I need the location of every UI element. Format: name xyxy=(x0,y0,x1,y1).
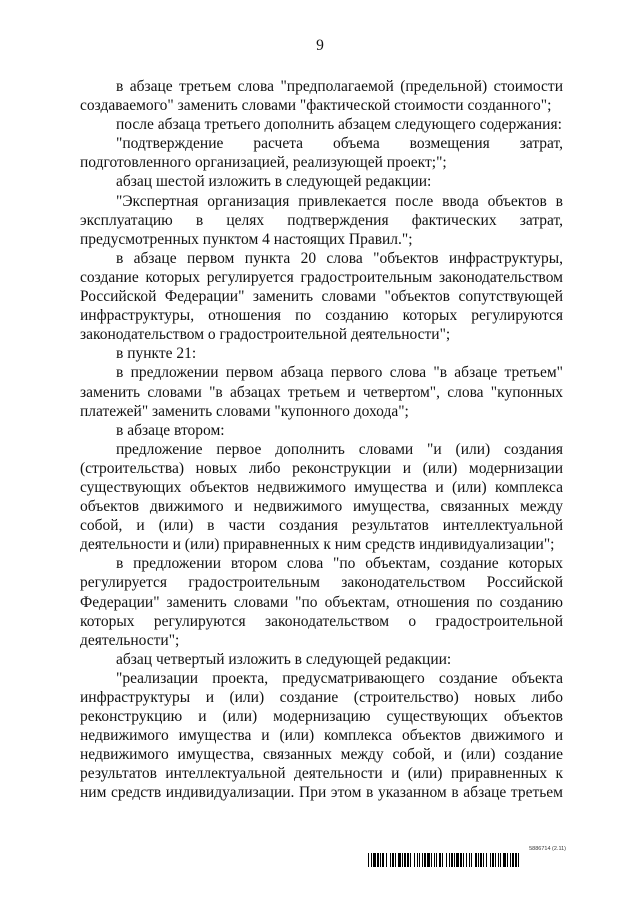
paragraph: "подтверждение расчета объема возмещения затрат, подготовленного организацией, реализующей проект;"; xyxy=(80,135,563,172)
barcode xyxy=(368,853,566,867)
paragraph: абзац шестой изложить в следующей редакции: xyxy=(116,173,432,191)
page-number: 9 xyxy=(316,37,324,54)
paragraph: абзац четвертый изложить в следующей редакции: xyxy=(116,650,452,668)
paragraph: в предложении втором слова "по объектам, создание которых регулируется градостроительным законодательством Российской Федерации" заменить словами "по объектам, отношения по созданию которых регулируются законодательством о градостроительной деятельности"; xyxy=(80,555,563,649)
paragraph: в абзаце втором: xyxy=(116,421,225,439)
paragraph: предложение первое дополнить словами "и (или) создания (строительства) новых либо реконструкции и (или) модернизации существующих объектов недвижимого имущества и (или) комплекса объектов движимого и недвижимого имущества, связанных между собой, и (или) в части создания результатов интеллектуальной деятельности и (или) приравненных к ним средств индивидуализации"; xyxy=(80,440,563,554)
paragraph: в предложении первом абзаца первого слова "в абзаце третьем" заменить словами "в абзацах третьем и четвертом", слова "купонных платежей" заменить словами "купонного дохода"; xyxy=(80,364,563,420)
document-code: 5886714 (2.11) xyxy=(529,846,566,852)
paragraph: в абзаце третьем слова "предполагаемой (предельной) стоимости создаваемого" заменить словами "фактической стоимости созданного"; xyxy=(80,78,563,115)
paragraph: после абзаца третьего дополнить абзацем следующего содержания: xyxy=(116,116,562,134)
document-body xyxy=(80,77,563,803)
paragraph: "реализации проекта, предусматривающего создание объекта инфраструктуры и (или) создание (строительство) новых либо реконструкцию и (или) модернизацию существующих объектов недвижимого имущества и (или) комплекса объектов движимого и недвижимого имущества, связанных между собой, и (или) создание результатов интеллектуальной деятельности и (или) приравненных к ним средств индивидуализации. При этом в указанном в абзаце третьем xyxy=(80,669,563,802)
paragraph: в пункте 21: xyxy=(116,345,197,363)
paragraph: в абзаце первом пункта 20 слова "объектов инфраструктуры, создание которых регулируется градостроительным законодательством Российской Федерации" заменить словами "объектов сопутствующей инфраструктуры, отношения по созданию которых регулируются законодательством о градостроительной деятельности"; xyxy=(80,249,563,344)
barcode-bar xyxy=(519,853,520,867)
paragraph: "Экспертная организация привлекается после ввода объектов в эксплуатацию в целях подтверждения фактических затрат, предусмотренных пунктом 4 настоящих Правил."; xyxy=(80,192,563,248)
